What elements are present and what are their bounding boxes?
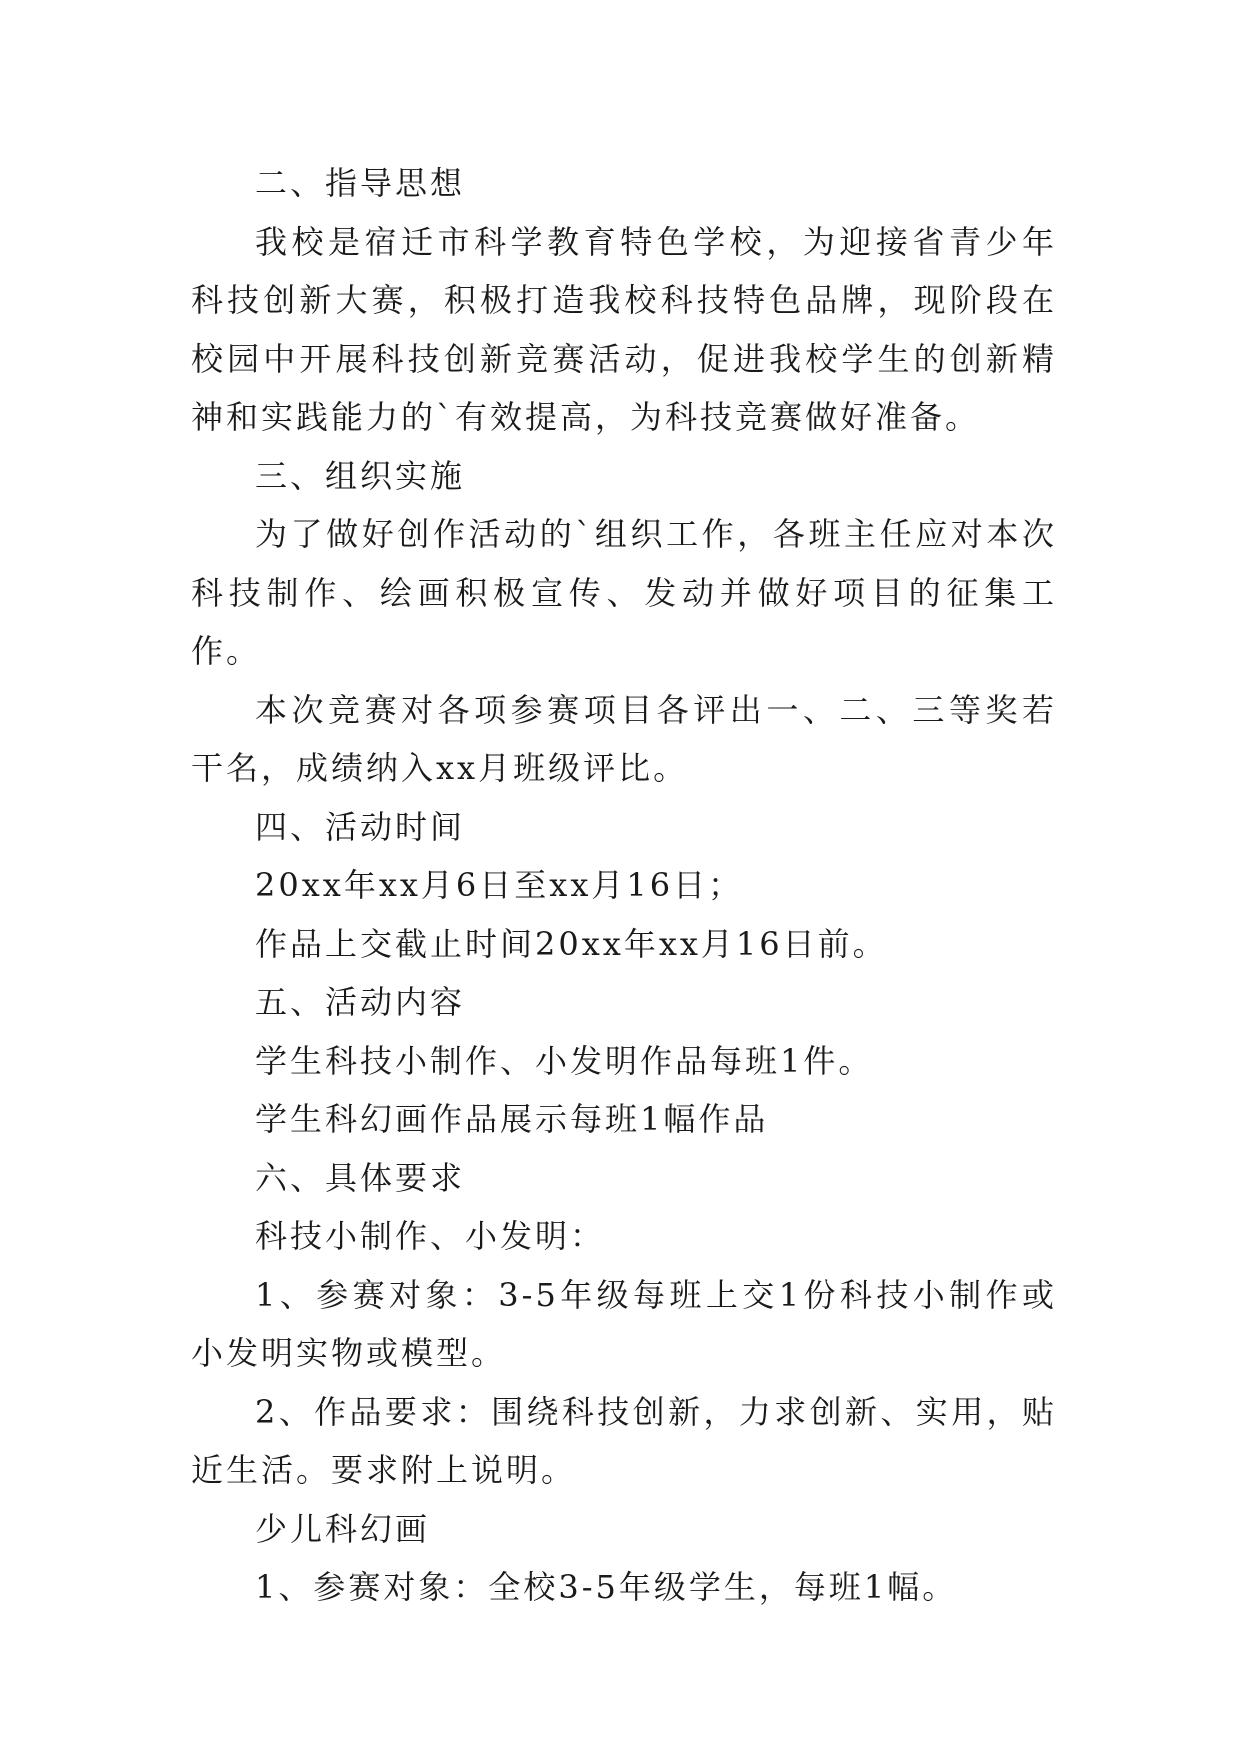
paragraph-organization-body: 为了做好创作活动的`组织工作，各班主任应对本次科技制作、绘画积极宣传、发动并做好项目的征集工作。 xyxy=(191,515,1057,670)
document-page xyxy=(191,154,1057,1617)
section-heading-activity-content: 五、活动内容 xyxy=(255,983,466,1021)
section-heading-guiding-thought: 二、指导思想 xyxy=(255,164,466,202)
section-heading-requirements: 六、具体要求 xyxy=(255,1158,466,1197)
paragraph-awards: 本次竞赛对各项参赛项目各评出一、二、三等奖若干名，成绩纳入xx月班级评比。 xyxy=(191,690,1057,787)
paragraph-invention-requirements: 2、作品要求：围绕科技创新，力求创新、实用，贴近生活。要求附上说明。 xyxy=(191,1392,1057,1489)
section-heading-organization: 三、组织实施 xyxy=(255,456,466,495)
paragraph-content-scifi-painting: 学生科幻画作品展示每班1幅作品 xyxy=(255,1100,769,1138)
subheading-scifi-painting: 少儿科幻画 xyxy=(255,1509,431,1548)
section-heading-activity-time: 四、活动时间 xyxy=(255,807,466,846)
paragraph-activity-dates: 20xx年xx月6日至xx月16日； xyxy=(255,866,744,904)
paragraph-painting-participants: 1、参赛对象：全校3-5年级学生，每班1幅。 xyxy=(255,1568,958,1606)
paragraph-guiding-thought-body: 我校是宿迁市科学教育特色学校，为迎接省青少年科技创新大赛，积极打造我校科技特色品牌，现阶段在校园中开展科技创新竞赛活动，促进我校学生的创新精神和实践能力的`有效提高，为科技竞赛做好准备。 xyxy=(191,222,1057,436)
paragraph-invention-participants: 1、参赛对象：3-5年级每班上交1份科技小制作或小发明实物或模型。 xyxy=(191,1275,1057,1372)
paragraph-submission-deadline: 作品上交截止时间20xx年xx月16日前。 xyxy=(255,924,888,963)
paragraph-content-invention: 学生科技小制作、小发明作品每班1件。 xyxy=(255,1041,874,1080)
subheading-invention: 科技小制作、小发明： xyxy=(255,1217,606,1255)
